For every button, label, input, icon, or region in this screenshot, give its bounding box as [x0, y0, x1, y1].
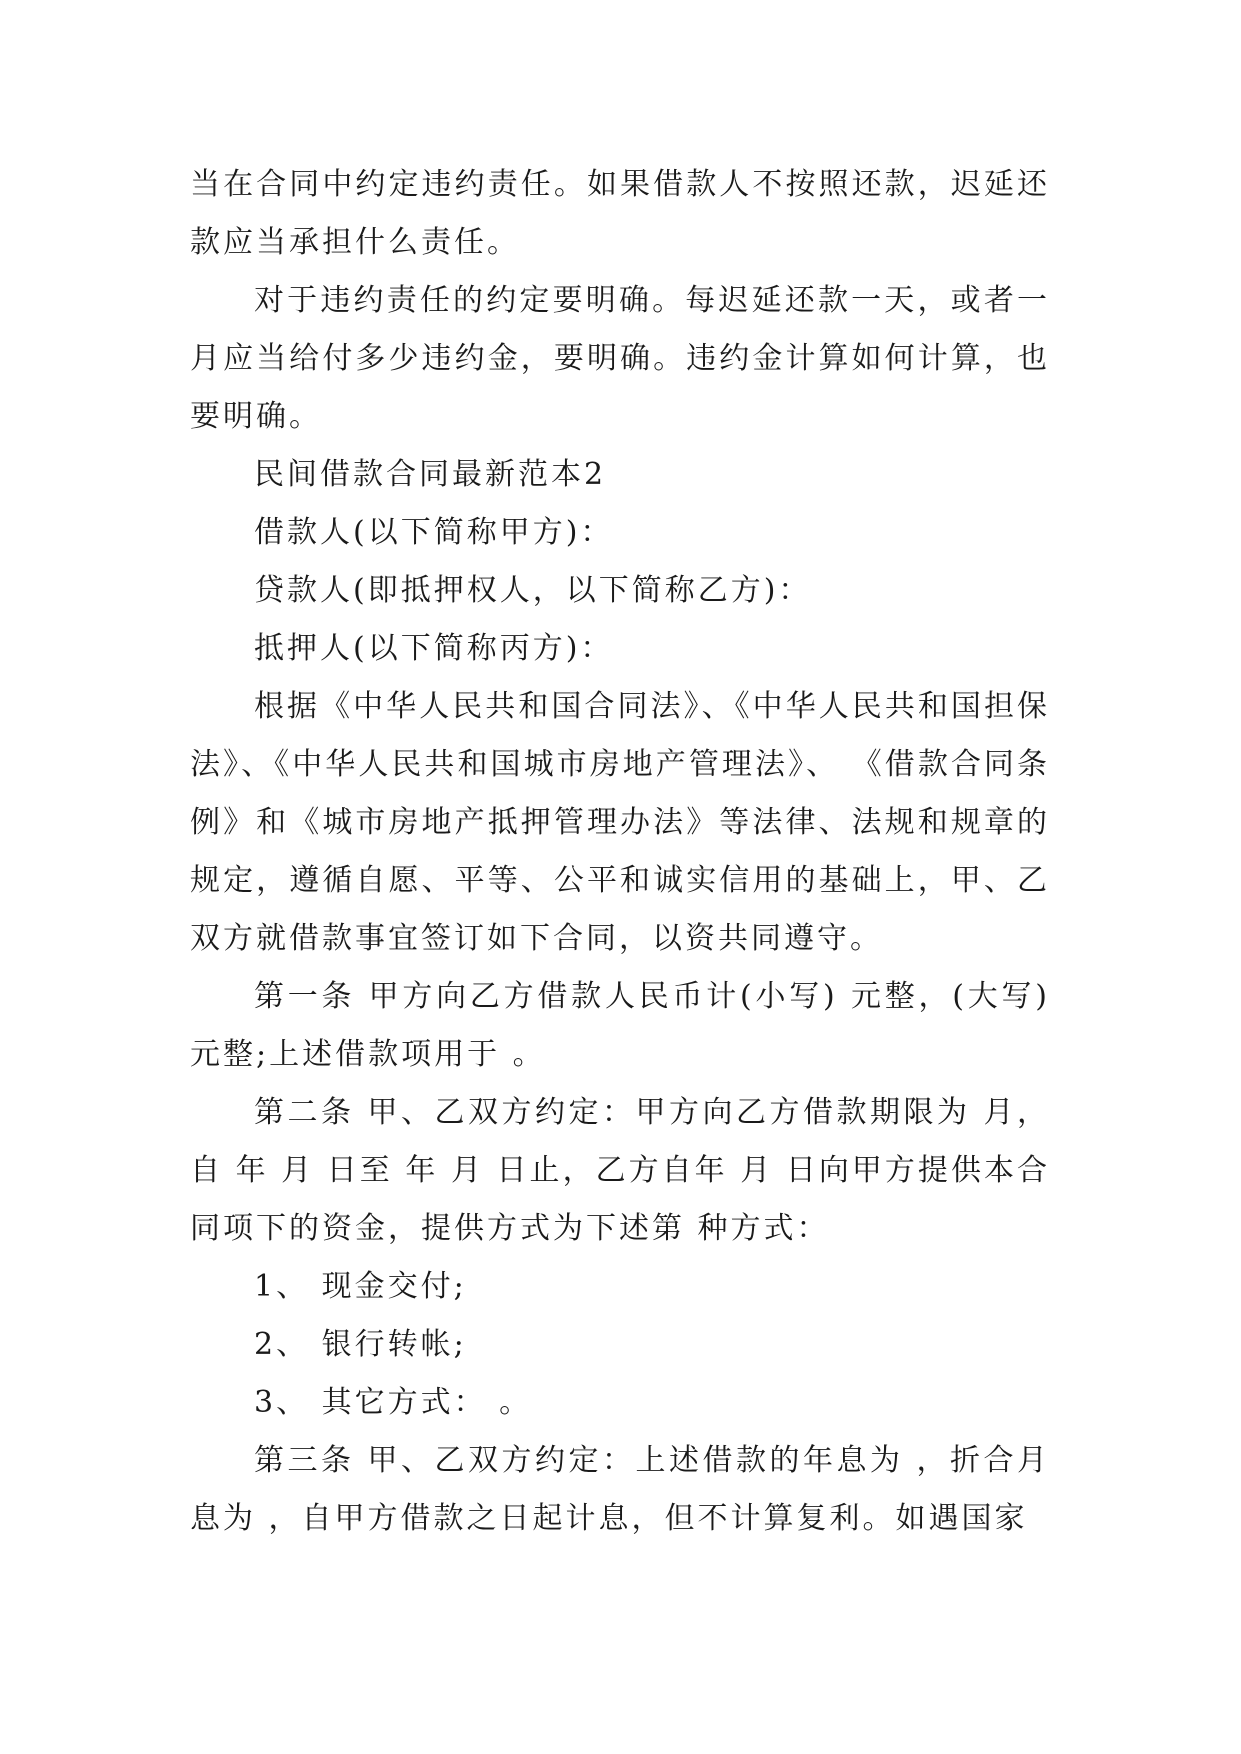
article-2: 第二条 甲、乙双方约定：甲方向乙方借款期限为 月，自 年 月 日至 年 月 日止，乙方自年 月 日向甲方提供本合同项下的资金，提供方式为下述第 种方式：: [190, 1095, 1050, 1246]
payment-option-transfer: 2、 银行转帐;: [254, 1327, 467, 1362]
payment-option-cash: 1、 现金交付;: [254, 1269, 467, 1304]
party-lender: 贷款人(即抵押权人，以下简称乙方)：: [254, 573, 812, 608]
party-borrower: 借款人(以下简称甲方)：: [254, 515, 614, 550]
paragraph-legal-basis: 根据《中华人民共和国合同法》、《中华人民共和国担保法》、《中华人民共和国城市房地产管理法》、 《借款合同条例》和《城市房地产抵押管理办法》等法律、法规和规章的规定，遵循自愿、平等、公平和诚实信用的基础上，甲、乙双方就借款事宜签订如下合同，以资共同遵守。: [190, 689, 1050, 956]
contract-title: 民间借款合同最新范本2: [254, 457, 607, 492]
paragraph-liability-clarity: 对于违约责任的约定要明确。每迟延还款一天，或者一月应当给付多少违约金，要明确。违约金计算如何计算，也要明确。: [190, 283, 1050, 434]
article-3: 第三条 甲、乙双方约定：上述借款的年息为 ，折合月息为 ，自甲方借款之日起计息，但不计算复利。如遇国家: [190, 1443, 1050, 1536]
article-1: 第一条 甲方向乙方借款人民币计(小写) 元整，(大写) 元整;上述借款项用于 。: [190, 979, 1050, 1072]
party-mortgagor: 抵押人(以下简称丙方)：: [254, 631, 614, 666]
paragraph-liability-intro: 当在合同中约定违约责任。如果借款人不按照还款，迟延还款应当承担什么责任。: [190, 167, 1050, 260]
payment-option-other: 3、 其它方式： 。: [254, 1385, 533, 1420]
document-body: [190, 156, 1050, 1548]
